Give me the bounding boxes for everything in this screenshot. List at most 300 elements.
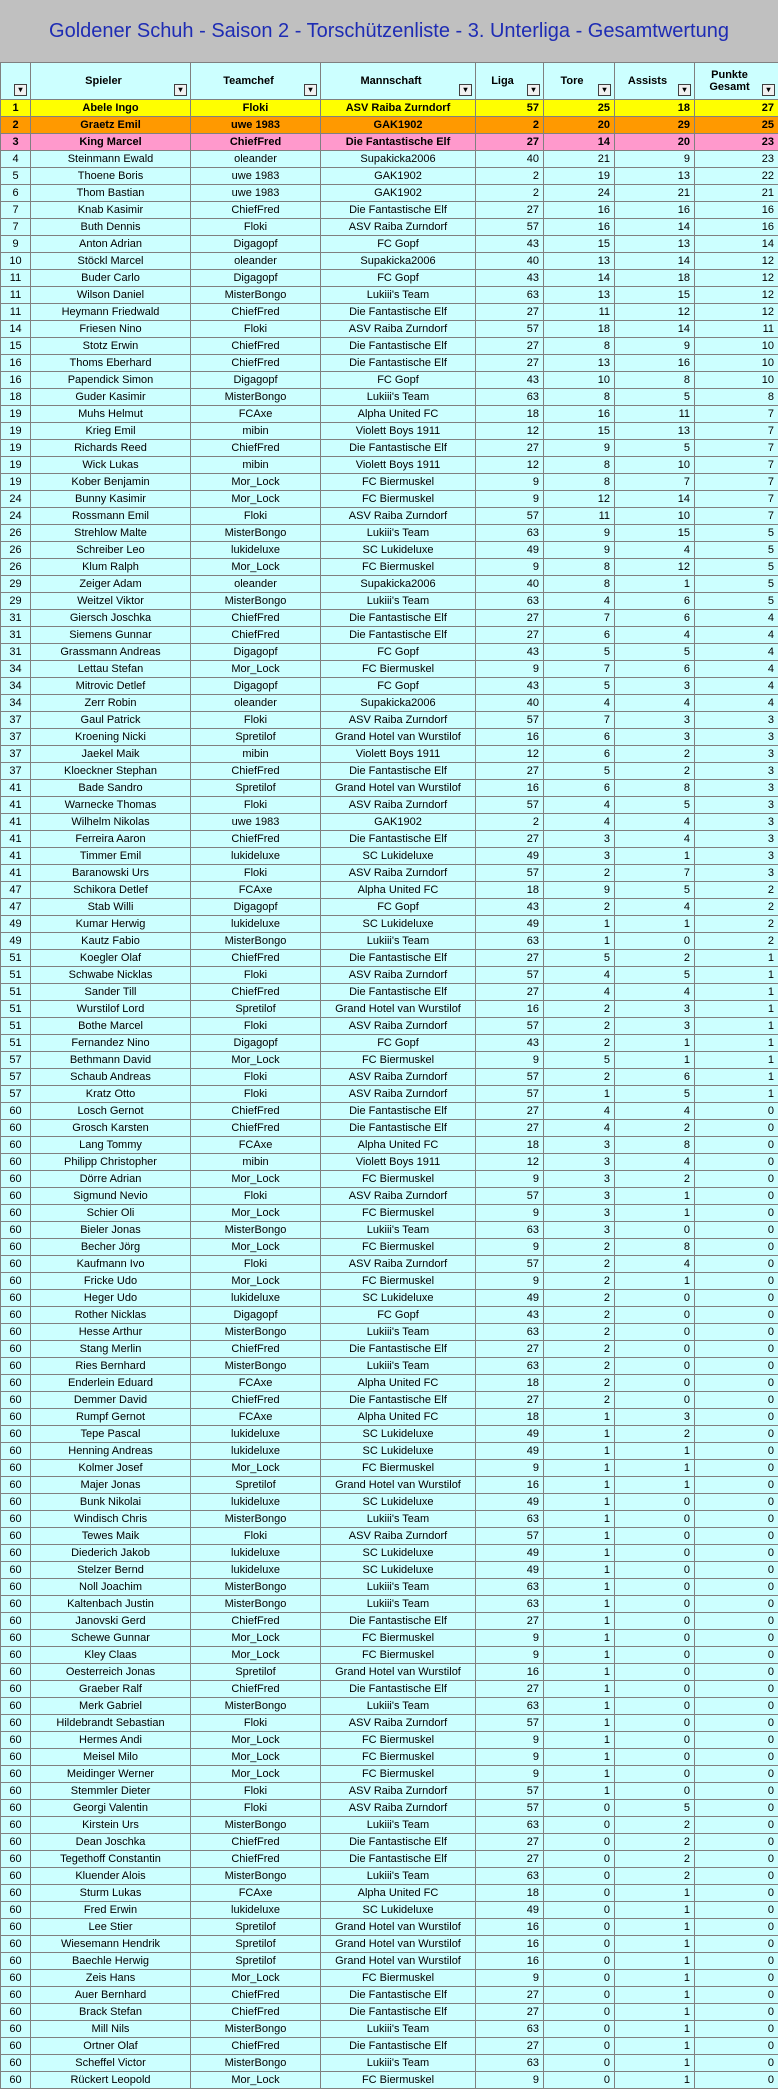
teamchef-cell: ChiefFred [191, 440, 321, 457]
table-row [1, 1188, 778, 1205]
liga-cell: 18 [476, 406, 544, 423]
rank-cell: 60 [1, 1222, 31, 1239]
punkte-cell: 12 [695, 270, 778, 287]
punkte-cell: 3 [695, 746, 778, 763]
team-cell: Die Fantastische Elf [321, 2004, 476, 2021]
table-row [1, 814, 778, 831]
filter-dropdown-icon[interactable]: ▾ [527, 84, 540, 96]
header-rank [1, 63, 31, 100]
player-cell: Bunny Kasimir [31, 491, 191, 508]
tore-cell: 5 [544, 950, 615, 967]
punkte-cell: 5 [695, 542, 778, 559]
teamchef-cell: Digagopf [191, 899, 321, 916]
assists-cell: 15 [615, 525, 695, 542]
team-cell: FC Biermuskel [321, 491, 476, 508]
table-row [1, 1885, 778, 1902]
liga-cell: 18 [476, 1409, 544, 1426]
team-cell: Die Fantastische Elf [321, 1392, 476, 1409]
tore-cell: 2 [544, 1273, 615, 1290]
liga-cell: 27 [476, 1987, 544, 2004]
assists-cell: 16 [615, 202, 695, 219]
rank-cell: 37 [1, 729, 31, 746]
player-cell: Mill Nils [31, 2021, 191, 2038]
punkte-cell: 0 [695, 1698, 778, 1715]
liga-cell: 49 [476, 542, 544, 559]
punkte-cell: 2 [695, 882, 778, 899]
teamchef-cell: Floki [191, 1256, 321, 1273]
liga-cell: 57 [476, 712, 544, 729]
liga-cell: 63 [476, 287, 544, 304]
liga-cell: 27 [476, 1613, 544, 1630]
table-row [1, 1426, 778, 1443]
tore-cell: 21 [544, 151, 615, 168]
assists-cell: 0 [615, 1358, 695, 1375]
rank-cell: 60 [1, 1290, 31, 1307]
rank-cell: 60 [1, 1834, 31, 1851]
teamchef-cell: Mor_Lock [191, 491, 321, 508]
teamchef-cell: Spretilof [191, 729, 321, 746]
liga-cell: 49 [476, 1902, 544, 1919]
rank-cell: 60 [1, 1120, 31, 1137]
team-cell: Lukiii's Team [321, 1358, 476, 1375]
team-cell: FC Gopf [321, 899, 476, 916]
liga-cell: 16 [476, 1001, 544, 1018]
player-cell: Stemmler Dieter [31, 1783, 191, 1800]
tore-cell: 7 [544, 610, 615, 627]
header-assists: Assists ▾ [615, 63, 695, 100]
teamchef-cell: Mor_Lock [191, 661, 321, 678]
liga-cell: 9 [476, 1749, 544, 1766]
player-cell: Hesse Arthur [31, 1324, 191, 1341]
teamchef-cell: MisterBongo [191, 1511, 321, 1528]
player-cell: Thoene Boris [31, 168, 191, 185]
rank-cell: 31 [1, 610, 31, 627]
tore-cell: 2 [544, 1069, 615, 1086]
table-row [1, 270, 778, 287]
rank-cell: 29 [1, 593, 31, 610]
punkte-cell: 3 [695, 797, 778, 814]
player-cell: Diederich Jakob [31, 1545, 191, 1562]
player-cell: Klum Ralph [31, 559, 191, 576]
table-row [1, 457, 778, 474]
punkte-cell: 0 [695, 1205, 778, 1222]
liga-cell: 63 [476, 2021, 544, 2038]
filter-dropdown-icon[interactable]: ▾ [678, 84, 691, 96]
tore-cell: 6 [544, 627, 615, 644]
assists-cell: 0 [615, 1698, 695, 1715]
teamchef-cell: FCAxe [191, 406, 321, 423]
liga-cell: 27 [476, 627, 544, 644]
liga-cell: 27 [476, 1834, 544, 1851]
rank-cell: 60 [1, 1511, 31, 1528]
player-cell: Rückert Leopold [31, 2072, 191, 2089]
liga-cell: 57 [476, 1528, 544, 1545]
table-row [1, 1681, 778, 1698]
assists-cell: 7 [615, 865, 695, 882]
tore-cell: 9 [544, 440, 615, 457]
liga-cell: 16 [476, 729, 544, 746]
filter-dropdown-icon[interactable]: ▾ [14, 84, 27, 96]
punkte-cell: 1 [695, 1018, 778, 1035]
punkte-cell: 0 [695, 1647, 778, 1664]
team-cell: FC Gopf [321, 1035, 476, 1052]
rank-cell: 57 [1, 1069, 31, 1086]
punkte-cell: 0 [695, 1545, 778, 1562]
assists-cell: 1 [615, 2055, 695, 2072]
teamchef-cell: Spretilof [191, 1919, 321, 1936]
rank-cell: 60 [1, 1205, 31, 1222]
punkte-cell: 3 [695, 712, 778, 729]
player-cell: Buth Dennis [31, 219, 191, 236]
liga-cell: 12 [476, 423, 544, 440]
table-row [1, 525, 778, 542]
liga-cell: 63 [476, 1868, 544, 1885]
punkte-cell: 10 [695, 355, 778, 372]
team-cell: Die Fantastische Elf [321, 984, 476, 1001]
teamchef-cell: MisterBongo [191, 1358, 321, 1375]
team-cell: Lukiii's Team [321, 2021, 476, 2038]
table-row [1, 1783, 778, 1800]
tore-cell: 0 [544, 2004, 615, 2021]
rank-cell: 60 [1, 1851, 31, 1868]
player-cell: Oesterreich Jonas [31, 1664, 191, 1681]
player-cell: Janovski Gerd [31, 1613, 191, 1630]
punkte-cell: 0 [695, 1749, 778, 1766]
teamchef-cell: mibin [191, 457, 321, 474]
rank-cell: 60 [1, 1477, 31, 1494]
player-cell: Tewes Maik [31, 1528, 191, 1545]
table-row [1, 2055, 778, 2072]
rank-cell: 34 [1, 661, 31, 678]
rank-cell: 60 [1, 1698, 31, 1715]
teamchef-cell: ChiefFred [191, 2038, 321, 2055]
tore-cell: 15 [544, 423, 615, 440]
assists-cell: 8 [615, 372, 695, 389]
table-row [1, 1018, 778, 1035]
team-cell: Die Fantastische Elf [321, 2038, 476, 2055]
tore-cell: 1 [544, 1545, 615, 1562]
assists-cell: 1 [615, 1953, 695, 1970]
rank-cell: 60 [1, 1579, 31, 1596]
tore-cell: 1 [544, 1783, 615, 1800]
teamchef-cell: Mor_Lock [191, 1732, 321, 1749]
player-cell: Stöckl Marcel [31, 253, 191, 270]
teamchef-cell: Floki [191, 1715, 321, 1732]
liga-cell: 57 [476, 1018, 544, 1035]
punkte-cell: 0 [695, 1409, 778, 1426]
teamchef-cell: Floki [191, 865, 321, 882]
teamchef-cell: Mor_Lock [191, 1460, 321, 1477]
punkte-cell: 0 [695, 1851, 778, 1868]
punkte-cell: 0 [695, 1630, 778, 1647]
table-row [1, 134, 778, 151]
assists-cell: 16 [615, 355, 695, 372]
player-cell: Schreiber Leo [31, 542, 191, 559]
assists-cell: 4 [615, 899, 695, 916]
rank-cell: 60 [1, 1749, 31, 1766]
teamchef-cell: MisterBongo [191, 1868, 321, 1885]
table-row [1, 1494, 778, 1511]
assists-cell: 3 [615, 712, 695, 729]
liga-cell: 27 [476, 831, 544, 848]
assists-cell: 0 [615, 1375, 695, 1392]
table-row [1, 763, 778, 780]
liga-cell: 27 [476, 1103, 544, 1120]
rank-cell: 41 [1, 831, 31, 848]
liga-cell: 63 [476, 593, 544, 610]
filter-dropdown-icon[interactable]: ▾ [598, 84, 611, 96]
team-cell: SC Lukideluxe [321, 1443, 476, 1460]
punkte-cell: 0 [695, 1341, 778, 1358]
liga-cell: 43 [476, 236, 544, 253]
team-cell: FC Biermuskel [321, 1052, 476, 1069]
teamchef-cell: Floki [191, 1783, 321, 1800]
teamchef-cell: ChiefFred [191, 134, 321, 151]
teamchef-cell: ChiefFred [191, 1613, 321, 1630]
filter-dropdown-icon[interactable]: ▾ [174, 84, 187, 96]
filter-dropdown-icon[interactable]: ▾ [304, 84, 317, 96]
player-cell: Fred Erwin [31, 1902, 191, 1919]
liga-cell: 40 [476, 151, 544, 168]
table-row [1, 474, 778, 491]
filter-dropdown-icon[interactable]: ▾ [459, 84, 472, 96]
liga-cell: 57 [476, 1783, 544, 1800]
teamchef-cell: Digagopf [191, 678, 321, 695]
liga-cell: 9 [476, 1970, 544, 1987]
punkte-cell: 10 [695, 372, 778, 389]
tore-cell: 0 [544, 1885, 615, 1902]
punkte-cell: 3 [695, 865, 778, 882]
rank-cell: 60 [1, 2055, 31, 2072]
assists-cell: 2 [615, 950, 695, 967]
punkte-cell: 0 [695, 1681, 778, 1698]
player-cell: Auer Bernhard [31, 1987, 191, 2004]
table-row [1, 1528, 778, 1545]
assists-cell: 0 [615, 1749, 695, 1766]
assists-cell: 3 [615, 729, 695, 746]
player-cell: Heger Udo [31, 1290, 191, 1307]
assists-cell: 6 [615, 1069, 695, 1086]
player-cell: Demmer David [31, 1392, 191, 1409]
team-cell: ASV Raiba Zurndorf [321, 219, 476, 236]
liga-cell: 63 [476, 933, 544, 950]
liga-cell: 27 [476, 984, 544, 1001]
liga-cell: 16 [476, 1664, 544, 1681]
tore-cell: 0 [544, 1851, 615, 1868]
table-row [1, 1953, 778, 1970]
team-cell: Die Fantastische Elf [321, 763, 476, 780]
player-cell: Henning Andreas [31, 1443, 191, 1460]
tore-cell: 0 [544, 2072, 615, 2089]
teamchef-cell: uwe 1983 [191, 185, 321, 202]
teamchef-cell: ChiefFred [191, 1834, 321, 1851]
table-row [1, 1596, 778, 1613]
rank-cell: 29 [1, 576, 31, 593]
table-row [1, 1902, 778, 1919]
table-row [1, 1647, 778, 1664]
team-cell: FC Biermuskel [321, 1630, 476, 1647]
team-cell: ASV Raiba Zurndorf [321, 865, 476, 882]
teamchef-cell: Floki [191, 321, 321, 338]
player-cell: Kautz Fabio [31, 933, 191, 950]
team-cell: Lukiii's Team [321, 1511, 476, 1528]
team-cell: Lukiii's Team [321, 389, 476, 406]
player-cell: Gaul Patrick [31, 712, 191, 729]
tore-cell: 4 [544, 593, 615, 610]
player-cell: Brack Stefan [31, 2004, 191, 2021]
liga-cell: 43 [476, 678, 544, 695]
tore-cell: 9 [544, 882, 615, 899]
tore-cell: 15 [544, 236, 615, 253]
punkte-cell: 0 [695, 1715, 778, 1732]
rank-cell: 26 [1, 542, 31, 559]
assists-cell: 12 [615, 559, 695, 576]
assists-cell: 21 [615, 185, 695, 202]
liga-cell: 18 [476, 1137, 544, 1154]
assists-cell: 5 [615, 1086, 695, 1103]
table-row [1, 967, 778, 984]
assists-cell: 0 [615, 1766, 695, 1783]
player-cell: Sander Till [31, 984, 191, 1001]
rank-cell: 60 [1, 1103, 31, 1120]
table-row [1, 780, 778, 797]
liga-cell: 57 [476, 508, 544, 525]
punkte-cell: 0 [695, 1919, 778, 1936]
team-cell: ASV Raiba Zurndorf [321, 1018, 476, 1035]
punkte-cell: 2 [695, 899, 778, 916]
assists-cell: 4 [615, 627, 695, 644]
punkte-cell: 4 [695, 661, 778, 678]
assists-cell: 5 [615, 882, 695, 899]
tore-cell: 2 [544, 1307, 615, 1324]
player-cell: King Marcel [31, 134, 191, 151]
rank-cell: 51 [1, 1035, 31, 1052]
table-row [1, 1477, 778, 1494]
rank-cell: 37 [1, 712, 31, 729]
table-row [1, 1307, 778, 1324]
rank-cell: 11 [1, 287, 31, 304]
teamchef-cell: MisterBongo [191, 1222, 321, 1239]
assists-cell: 2 [615, 1426, 695, 1443]
team-cell: Lukiii's Team [321, 1698, 476, 1715]
team-cell: Die Fantastische Elf [321, 338, 476, 355]
player-cell: Kaufmann Ivo [31, 1256, 191, 1273]
tore-cell: 1 [544, 1596, 615, 1613]
tore-cell: 9 [544, 525, 615, 542]
team-cell: ASV Raiba Zurndorf [321, 508, 476, 525]
liga-cell: 63 [476, 1698, 544, 1715]
punkte-cell: 2 [695, 933, 778, 950]
assists-cell: 9 [615, 338, 695, 355]
assists-cell: 3 [615, 1018, 695, 1035]
rank-cell: 3 [1, 134, 31, 151]
tore-cell: 4 [544, 1120, 615, 1137]
tore-cell: 1 [544, 1647, 615, 1664]
assists-cell: 1 [615, 2021, 695, 2038]
team-cell: FC Biermuskel [321, 559, 476, 576]
player-cell: Richards Reed [31, 440, 191, 457]
rank-cell: 60 [1, 1919, 31, 1936]
assists-cell: 0 [615, 1307, 695, 1324]
table-row [1, 117, 778, 134]
liga-cell: 57 [476, 321, 544, 338]
rank-cell: 51 [1, 950, 31, 967]
table-row [1, 1868, 778, 1885]
tore-cell: 1 [544, 1749, 615, 1766]
liga-cell: 27 [476, 1681, 544, 1698]
player-cell: Lee Stier [31, 1919, 191, 1936]
tore-cell: 8 [544, 457, 615, 474]
filter-dropdown-icon[interactable]: ▾ [762, 84, 775, 96]
assists-cell: 5 [615, 644, 695, 661]
table-row [1, 1341, 778, 1358]
tore-cell: 8 [544, 389, 615, 406]
rank-cell: 60 [1, 1715, 31, 1732]
punkte-cell: 0 [695, 1970, 778, 1987]
rank-cell: 10 [1, 253, 31, 270]
player-cell: Friesen Nino [31, 321, 191, 338]
liga-cell: 63 [476, 1579, 544, 1596]
table-row [1, 1239, 778, 1256]
table-row [1, 916, 778, 933]
table-row [1, 1205, 778, 1222]
punkte-cell: 8 [695, 389, 778, 406]
table-row [1, 984, 778, 1001]
liga-cell: 43 [476, 1035, 544, 1052]
player-cell: Thoms Eberhard [31, 355, 191, 372]
punkte-cell: 0 [695, 1460, 778, 1477]
liga-cell: 63 [476, 1511, 544, 1528]
tore-cell: 0 [544, 1800, 615, 1817]
assists-cell: 10 [615, 508, 695, 525]
table-row [1, 1392, 778, 1409]
liga-cell: 9 [476, 1171, 544, 1188]
liga-cell: 49 [476, 1545, 544, 1562]
team-cell: ASV Raiba Zurndorf [321, 1783, 476, 1800]
rank-cell: 60 [1, 1324, 31, 1341]
punkte-cell: 1 [695, 1086, 778, 1103]
rank-cell: 15 [1, 338, 31, 355]
rank-cell: 24 [1, 508, 31, 525]
punkte-cell: 0 [695, 1171, 778, 1188]
rank-cell: 14 [1, 321, 31, 338]
assists-cell: 10 [615, 457, 695, 474]
team-cell: Lukiii's Team [321, 1579, 476, 1596]
punkte-cell: 0 [695, 1936, 778, 1953]
player-cell: Sigmund Nevio [31, 1188, 191, 1205]
punkte-cell: 10 [695, 338, 778, 355]
punkte-cell: 3 [695, 729, 778, 746]
tore-cell: 3 [544, 848, 615, 865]
tore-cell: 3 [544, 831, 615, 848]
rank-cell: 60 [1, 1375, 31, 1392]
punkte-cell: 1 [695, 1052, 778, 1069]
tore-cell: 2 [544, 1392, 615, 1409]
table-row [1, 440, 778, 457]
rank-cell: 31 [1, 644, 31, 661]
punkte-cell: 0 [695, 1953, 778, 1970]
liga-cell: 9 [476, 474, 544, 491]
assists-cell: 4 [615, 1103, 695, 1120]
liga-cell: 63 [476, 1358, 544, 1375]
table-row [1, 304, 778, 321]
assists-cell: 1 [615, 2072, 695, 2089]
tore-cell: 24 [544, 185, 615, 202]
tore-cell: 0 [544, 2038, 615, 2055]
liga-cell: 9 [476, 1460, 544, 1477]
punkte-cell: 4 [695, 695, 778, 712]
tore-cell: 8 [544, 559, 615, 576]
